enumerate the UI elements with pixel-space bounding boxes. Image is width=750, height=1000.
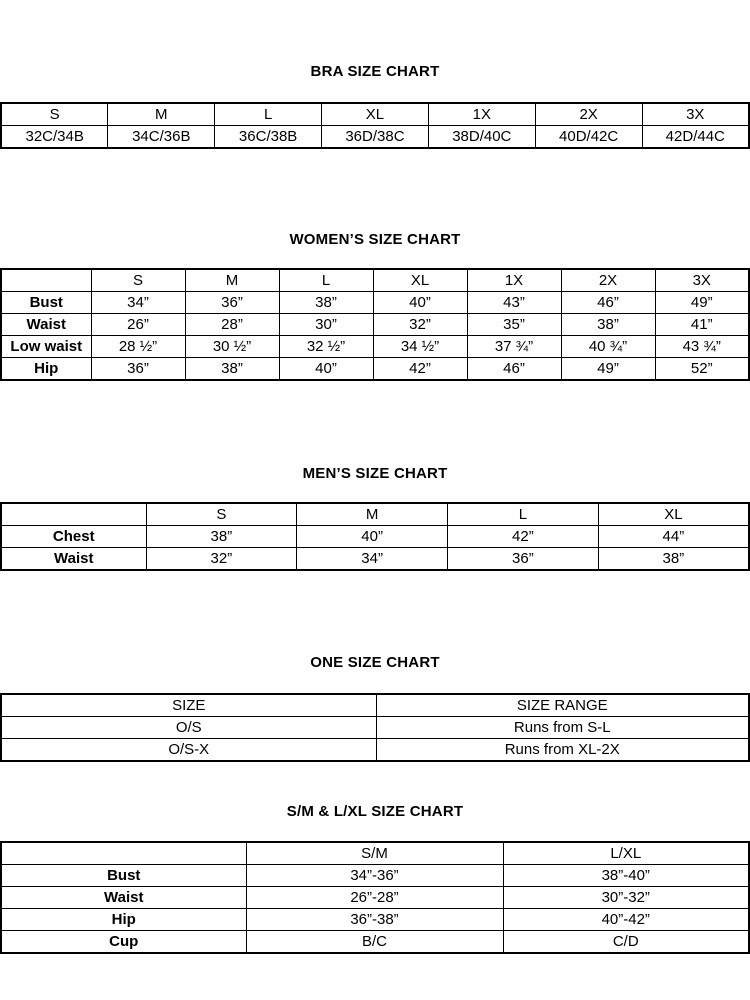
value-cell: 34C/36B	[108, 126, 215, 149]
value-cell: 42”	[373, 358, 467, 381]
table-row	[1, 126, 749, 149]
row-label-cell: Waist	[1, 314, 91, 336]
header-cell: 3X	[655, 269, 749, 292]
value-cell: 36D/38C	[322, 126, 429, 149]
header-cell: S/M	[246, 842, 503, 865]
header-cell	[1, 842, 246, 865]
mens-chart-title: MEN’S SIZE CHART	[302, 465, 448, 482]
one-size-chart	[0, 693, 750, 762]
header-cell: XL	[373, 269, 467, 292]
value-cell: 41”	[655, 314, 749, 336]
value-cell: 38”	[279, 292, 373, 314]
row-label-cell: Bust	[1, 865, 246, 887]
table-row	[1, 526, 749, 548]
value-cell: 46”	[561, 292, 655, 314]
row-label-cell: Low waist	[1, 336, 91, 358]
value-cell: 36”	[185, 292, 279, 314]
row-label-cell: Chest	[1, 526, 146, 548]
value-cell: 26”	[91, 314, 185, 336]
value-cell: 35”	[467, 314, 561, 336]
header-cell	[1, 503, 146, 526]
table-row	[1, 842, 749, 865]
value-cell: 46”	[467, 358, 561, 381]
header-cell: 2X	[535, 103, 642, 126]
value-cell: 34 ½”	[373, 336, 467, 358]
value-cell: 38D/40C	[428, 126, 535, 149]
row-label-cell: Bust	[1, 292, 91, 314]
header-cell: XL	[598, 503, 749, 526]
table-row	[1, 865, 749, 887]
header-cell: 1X	[428, 103, 535, 126]
mens-size-chart-table	[0, 502, 750, 571]
row-label-cell: Hip	[1, 358, 91, 381]
header-cell: XL	[322, 103, 429, 126]
value-cell: 49”	[561, 358, 655, 381]
value-cell: 42”	[448, 526, 599, 548]
bra-chart-title: BRA SIZE CHART	[310, 63, 440, 80]
value-cell: 28”	[185, 314, 279, 336]
value-cell: 38”	[561, 314, 655, 336]
header-cell: L	[279, 269, 373, 292]
value-cell: B/C	[246, 931, 503, 954]
value-cell: 38”-40”	[503, 865, 749, 887]
value-cell: 37 ¾”	[467, 336, 561, 358]
table-row	[1, 358, 749, 381]
value-cell: 30 ½”	[185, 336, 279, 358]
header-cell: M	[297, 503, 448, 526]
value-cell: O/S-X	[1, 739, 376, 762]
table-row	[1, 909, 749, 931]
sm-lxl-chart-title: S/M & L/XL SIZE CHART	[286, 803, 464, 820]
value-cell: 36”-38”	[246, 909, 503, 931]
mens-size-chart	[0, 502, 750, 571]
value-cell: 36”	[91, 358, 185, 381]
value-cell: 40”	[297, 526, 448, 548]
header-cell	[1, 269, 91, 292]
value-cell: 40”-42”	[503, 909, 749, 931]
header-cell: 1X	[467, 269, 561, 292]
value-cell: Runs from S-L	[376, 717, 749, 739]
value-cell: 34”	[91, 292, 185, 314]
womens-size-chart	[0, 268, 750, 381]
table-row	[1, 314, 749, 336]
value-cell: 38”	[598, 548, 749, 571]
table-row	[1, 503, 749, 526]
table-row	[1, 694, 749, 717]
value-cell: C/D	[503, 931, 749, 954]
table-row	[1, 717, 749, 739]
table-row	[1, 739, 749, 762]
header-cell: S	[146, 503, 297, 526]
womens-chart-title: WOMEN’S SIZE CHART	[289, 231, 461, 248]
womens-size-chart-table	[0, 268, 750, 381]
header-cell: L	[448, 503, 599, 526]
value-cell: 34”	[297, 548, 448, 571]
value-cell: 40”	[373, 292, 467, 314]
row-label-cell: Hip	[1, 909, 246, 931]
value-cell: 32C/34B	[1, 126, 108, 149]
one-size-chart-table	[0, 693, 750, 762]
header-cell: S	[1, 103, 108, 126]
header-cell: L/XL	[503, 842, 749, 865]
value-cell: 30”-32”	[503, 887, 749, 909]
value-cell: 36C/38B	[215, 126, 322, 149]
table-row	[1, 292, 749, 314]
table-row	[1, 103, 749, 126]
value-cell: 32”	[146, 548, 297, 571]
value-cell: 42D/44C	[642, 126, 749, 149]
sm-lxl-size-chart	[0, 841, 750, 954]
value-cell: 32”	[373, 314, 467, 336]
header-cell: S	[91, 269, 185, 292]
value-cell: 52”	[655, 358, 749, 381]
value-cell: 38”	[146, 526, 297, 548]
header-cell: SIZE	[1, 694, 376, 717]
value-cell: 40”	[279, 358, 373, 381]
header-cell: 2X	[561, 269, 655, 292]
bra-size-chart	[0, 102, 750, 149]
value-cell: Runs from XL-2X	[376, 739, 749, 762]
row-label-cell: Waist	[1, 887, 246, 909]
header-cell: M	[108, 103, 215, 126]
header-cell: 3X	[642, 103, 749, 126]
table-row	[1, 336, 749, 358]
value-cell: 38”	[185, 358, 279, 381]
row-label-cell: Waist	[1, 548, 146, 571]
value-cell: 43 ¾”	[655, 336, 749, 358]
row-label-cell: Cup	[1, 931, 246, 954]
value-cell: 30”	[279, 314, 373, 336]
table-row	[1, 548, 749, 571]
value-cell: 44”	[598, 526, 749, 548]
one-size-chart-title: ONE SIZE CHART	[310, 654, 440, 671]
value-cell: 32 ½”	[279, 336, 373, 358]
header-cell: L	[215, 103, 322, 126]
value-cell: 36”	[448, 548, 599, 571]
value-cell: 40 ¾”	[561, 336, 655, 358]
sm-lxl-size-chart-table	[0, 841, 750, 954]
table-row	[1, 931, 749, 954]
header-cell: M	[185, 269, 279, 292]
header-cell: SIZE RANGE	[376, 694, 749, 717]
table-row	[1, 269, 749, 292]
table-row	[1, 887, 749, 909]
value-cell: 40D/42C	[535, 126, 642, 149]
value-cell: 34”-36”	[246, 865, 503, 887]
value-cell: 28 ½”	[91, 336, 185, 358]
value-cell: 43”	[467, 292, 561, 314]
value-cell: O/S	[1, 717, 376, 739]
value-cell: 26”-28”	[246, 887, 503, 909]
bra-size-chart-table	[0, 102, 750, 149]
value-cell: 49”	[655, 292, 749, 314]
